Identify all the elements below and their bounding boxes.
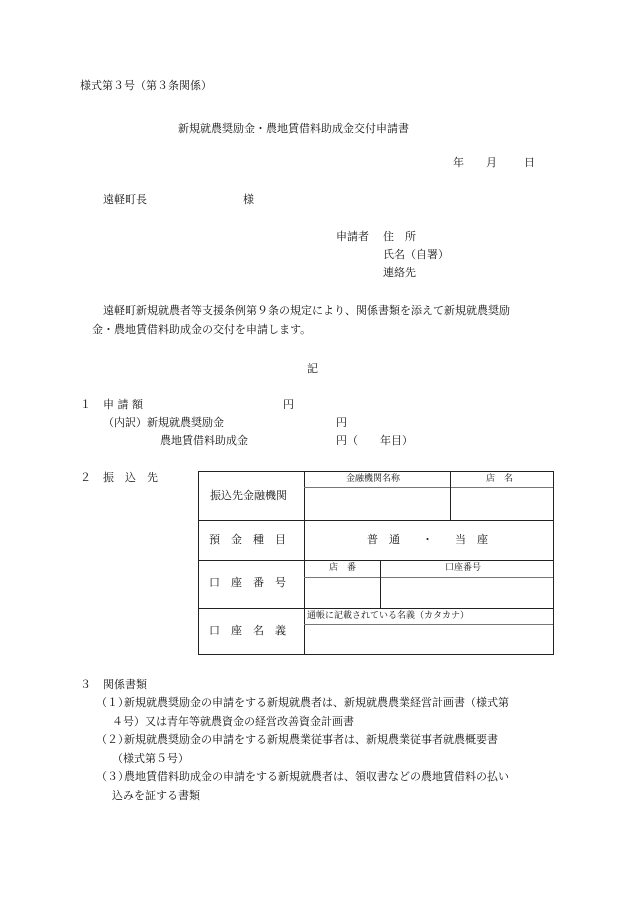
doc-item-1-line2: ４号）又は青年等就農資金の経営改善資金計画書 <box>112 715 354 728</box>
doc-item-1-line1: 新規就農奨励金の申請をする新規就農者は、新規就農農業経営計画書（様式第 <box>124 696 509 709</box>
deposit-type-label: 預 金 種 目 <box>209 533 286 546</box>
account-number-label: 口 座 番 号 <box>209 576 286 589</box>
ki-heading: 記 <box>307 362 318 375</box>
section1-number: １ <box>80 398 91 411</box>
section1-label: 申 請 額 <box>103 398 143 411</box>
breakdown-item1-label: 新規就農奨励金 <box>147 416 224 429</box>
branch-name-header: 店 名 <box>486 474 514 484</box>
section2-label: 振 込 先 <box>103 471 158 484</box>
date-year-label: 年 <box>453 156 464 169</box>
account-number-header: 口座番号 <box>445 563 482 573</box>
applicant-contact-label: 連絡先 <box>383 266 416 279</box>
doc-item-3-line1: 農地賃借料助成金の申請をする新規就農者は、領収書などの農地賃借料の払い <box>124 770 509 783</box>
body-text-line1: 遠軽町新規就農者等支援条例第９条の規定により、関係書類を添えて新規就農奨励 <box>103 304 510 317</box>
store-number-header: 店 番 <box>329 563 357 573</box>
section3-label: 関係書類 <box>103 678 147 691</box>
doc-item-2-line2: （様式第５号） <box>112 752 189 765</box>
addressee-honorific: 様 <box>243 193 254 206</box>
account-name-label: 口 座 名 義 <box>209 624 286 637</box>
date-day-label: 日 <box>524 156 535 169</box>
document-title: 新規就農奨励金・農地賃借料助成金交付申請書 <box>178 122 409 135</box>
doc-item-2-number: （２） <box>96 733 129 746</box>
section3-number: ３ <box>80 678 91 691</box>
breakdown-item2-label: 農地賃借料助成金 <box>160 434 248 447</box>
section1-yen: 円 <box>283 398 294 411</box>
doc-item-3-number: （３） <box>96 770 129 783</box>
applicant-label: 申請者 <box>336 230 369 243</box>
applicant-name-label: 氏名（自署） <box>383 248 449 261</box>
bank-label: 振込先金融機関 <box>210 489 287 502</box>
date-month-label: 月 <box>486 156 497 169</box>
breakdown-item1-yen: 円 <box>336 416 347 429</box>
applicant-address-label: 住 所 <box>383 230 416 243</box>
breakdown-label: （内訳） <box>103 416 147 429</box>
account-name-header: 通帳に記載されている名義（カタカナ） <box>307 611 470 621</box>
doc-item-2-line1: 新規就農奨励金の申請をする新規農業従事者は、新規農業従事者就農概要書 <box>124 733 498 746</box>
bank-transfer-table <box>198 471 554 655</box>
deposit-type-options: 普 通 ・ 当 座 <box>367 533 488 546</box>
form-number: 様式第３号（第３条関係） <box>80 79 212 92</box>
section2-number: ２ <box>80 471 91 484</box>
body-text-line2: 金・農地賃借料助成金の交付を申請します。 <box>92 323 312 336</box>
doc-item-1-number: （１） <box>96 696 129 709</box>
doc-item-3-line2: 込みを証する書類 <box>112 789 200 802</box>
addressee-name: 遠軽町長 <box>103 193 147 206</box>
bank-name-header: 金融機関名称 <box>346 474 401 484</box>
breakdown-item2-yen: 円（ 年目） <box>336 434 413 447</box>
